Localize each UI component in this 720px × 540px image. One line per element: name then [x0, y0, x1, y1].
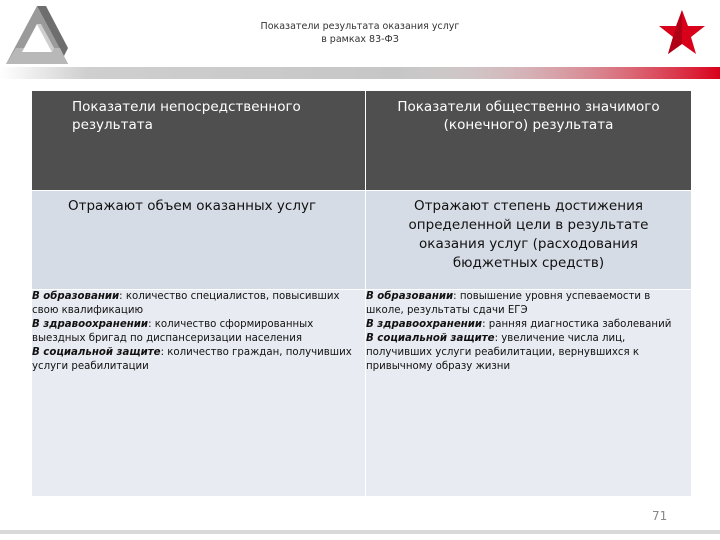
detail-item: В образовании: повышение уровня успеваемости в школе, результаты сдачи ЕГЭ [366, 291, 651, 316]
table-header-row [32, 91, 692, 191]
detail-item: В социальной защите: количество граждан, получивших услуги реабилитации [32, 347, 352, 372]
col1-summary: Отражают объем оказанных услуг [32, 191, 366, 290]
detail-item: В здравоохранении: количество сформированных выездных бригад по диспансеризации населения [32, 319, 314, 344]
indicators-table [31, 90, 692, 497]
table-summary-row [32, 191, 692, 290]
col2-summary: Отражают степень достижения определенной цели в результате оказания услуг (расходования бюджетных средств) [366, 191, 692, 290]
detail-item: В образовании: количество специалистов, повысивших свою квалификацию [32, 291, 340, 316]
slide-title-line1: Показатели результата оказания услуг [260, 21, 460, 32]
col2-header: Показатели общественно значимого (конечного) результата [366, 91, 692, 191]
header-gradient-bar [0, 67, 720, 79]
slide-title [200, 20, 520, 46]
col2-details [366, 290, 692, 497]
col1-details [32, 290, 366, 497]
detail-item: В здравоохранении: ранняя диагностика заболеваний [366, 319, 672, 330]
table-details-row [32, 290, 692, 497]
col1-header: Показатели непосредственного результата [32, 91, 366, 191]
page-number: 71 [652, 509, 668, 523]
detail-item: В социальной защите: увеличение числа лиц, получивших услуги реабилитации, вернувшихся к привычному образу жизни [366, 333, 640, 372]
red-star-icon [657, 8, 707, 58]
impossible-triangle-icon [4, 4, 70, 68]
footer-bar [0, 530, 720, 534]
slide-title-line2: в рамках 83-ФЗ [321, 34, 399, 45]
